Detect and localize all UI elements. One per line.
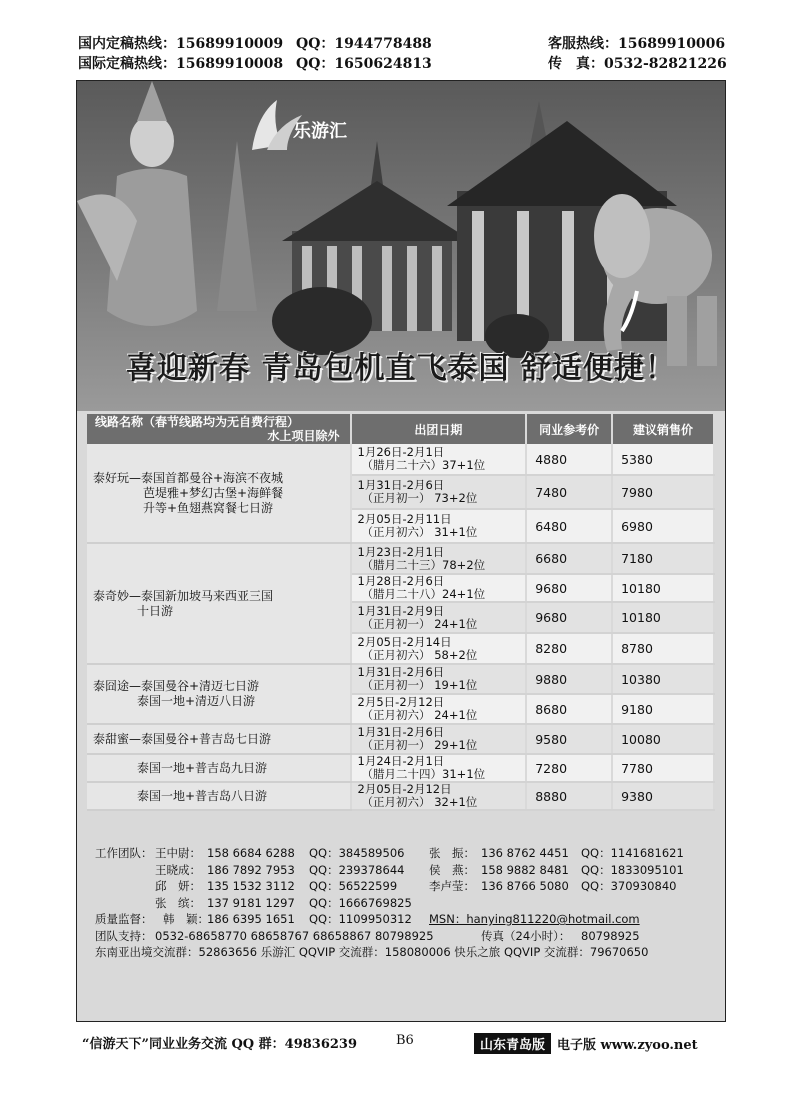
- ref-price: 4880: [526, 444, 612, 475]
- route-name: 泰奇妙—泰国新加坡马来西亚三国 十日游: [87, 543, 351, 664]
- departure-date: 1月26日-2月1日 （腊月二十六）37+1位: [351, 444, 527, 475]
- table-row: [87, 444, 714, 475]
- ref-price: 9680: [526, 574, 612, 602]
- table-row: [87, 664, 714, 694]
- departure-date: 1月31日-2月6日 （正月初一） 19+1位: [351, 664, 527, 694]
- footer-brand: [474, 1033, 698, 1054]
- edition-site[interactable]: 电子版 www.zyoo.net: [557, 1038, 698, 1053]
- sale-price: 9380: [612, 782, 714, 810]
- table-row: [87, 782, 714, 810]
- route-name: 泰好玩—泰国首都曼谷+海滨不夜城 芭堤雅+梦幻古堡+海鲜餐 升等+鱼翅燕窝餐七日游: [87, 444, 351, 543]
- group-line: 东南亚出境交流群：52863656 乐游汇 QQVIP 交流群：158080006 快乐之旅 QQVIP 交流群：79670650: [95, 945, 649, 959]
- table-row: [87, 754, 714, 782]
- sale-price: 7180: [612, 543, 714, 574]
- ref-price: 8880: [526, 782, 612, 810]
- header-date: 出团日期: [351, 414, 527, 444]
- route-price-table: [87, 414, 715, 811]
- msn-link[interactable]: MSN：hanying811220@hotmail.com: [429, 912, 640, 926]
- departure-date: 2月05日-2月11日 （正月初六） 31+1位: [351, 509, 527, 543]
- support-line: 团队支持： 0532-68658770 68658767 68658867 80798925 传真（24小时）： 80798925: [95, 928, 640, 943]
- route-name: 泰国一地+普吉岛八日游: [87, 782, 351, 810]
- service-hotline: 客服热线：15689910006: [548, 36, 726, 52]
- international-hotline: 国际定稿热线：15689910008 QQ：1650624813: [78, 56, 432, 72]
- departure-date: 2月05日-2月12日 （正月初六） 32+1位: [351, 782, 527, 810]
- header-ref-price: 同业参考价: [526, 414, 612, 444]
- ref-price: 9680: [526, 602, 612, 633]
- route-name: 泰囧途—泰国曼谷+清迈七日游 泰国一地+清迈八日游: [87, 664, 351, 724]
- sale-price: 10380: [612, 664, 714, 694]
- sale-price: 7780: [612, 754, 714, 782]
- header-route: 线路名称（春节线路均为无自费行程） 水上项目除外: [87, 414, 351, 444]
- page-number: B6: [396, 1033, 414, 1048]
- banner-image: [77, 81, 725, 411]
- sale-price: 8780: [612, 633, 714, 664]
- header-right: [548, 34, 727, 74]
- footer-qq-group: “信游天下”同业业务交流 QQ 群：49836239: [82, 1037, 358, 1052]
- departure-date: 1月23日-2月1日 （腊月二十三）78+2位: [351, 543, 527, 574]
- ref-price: 7480: [526, 475, 612, 509]
- slogan: 喜迎新春 青岛包机直飞泰国 舒适便捷！: [126, 351, 676, 386]
- edition-badge: 山东青岛版: [474, 1033, 551, 1054]
- domestic-hotline: 国内定稿热线：15689910009 QQ：1944778488: [78, 36, 432, 52]
- table-row: [87, 724, 714, 754]
- ref-price: 7280: [526, 754, 612, 782]
- ref-price: 9580: [526, 724, 612, 754]
- departure-date: 2月05日-2月14日 （正月初六） 58+2位: [351, 633, 527, 664]
- departure-date: 1月24日-2月1日 （腊月二十四）31+1位: [351, 754, 527, 782]
- team-label: 工作团队：: [95, 846, 153, 860]
- departure-date: 1月28日-2月6日 （腊月二十八）24+1位: [351, 574, 527, 602]
- ref-price: 6680: [526, 543, 612, 574]
- sale-price: 10180: [612, 574, 714, 602]
- sale-price: 10080: [612, 724, 714, 754]
- logo-text: 乐游汇: [293, 121, 347, 142]
- header-sale-price: 建议销售价: [612, 414, 714, 444]
- route-name: 泰国一地+普吉岛九日游: [87, 754, 351, 782]
- sale-price: 7980: [612, 475, 714, 509]
- departure-date: 2月5日-2月12日 （正月初六） 24+1位: [351, 694, 527, 724]
- fax-line: 传 真：0532-82821226: [548, 56, 727, 72]
- sale-price: 6980: [612, 509, 714, 543]
- contact-section: 工作团队： 王中尉： 158 6684 6288 QQ：384589506 张 振： 136 8762 4451 QQ：1141681621 王晓成： 186 7892 7953 QQ：239378644 侯 燕： 158 9882 8481 QQ：1833095101 邱 妍： 135 1532 3112 QQ：56522599 李卢莹： 136 8766 5080 QQ：370930840 张 缤： 137 9181 1297 QQ：1666769825 质量监督： 韩 颖： 186 6395 1651 QQ：1109950312 MSN：hanying811220@hotmail.com 团队支持： 0532-68658770 68658767 68658867 80798925 传真（24小时）： 80798925 东南亚出境交流群：52863656 乐游汇 QQVIP 交流群：158080006 快乐之旅 QQVIP 交流群：79670650: [95, 845, 715, 961]
- ref-price: 8280: [526, 633, 612, 664]
- ad-frame: [76, 80, 726, 1022]
- quality-line: 质量监督： 韩 颖： 186 6395 1651 QQ：1109950312 MSN：hanying811220@hotmail.com: [95, 912, 640, 926]
- sale-price: 5380: [612, 444, 714, 475]
- route-name: 泰甜蜜—泰国曼谷+普吉岛七日游: [87, 724, 351, 754]
- table-header-row: [87, 414, 714, 444]
- ref-price: 9880: [526, 664, 612, 694]
- header-left: [78, 34, 432, 74]
- departure-date: 1月31日-2月6日 （正月初一） 29+1位: [351, 724, 527, 754]
- departure-date: 1月31日-2月6日 （正月初一） 73+2位: [351, 475, 527, 509]
- sale-price: 9180: [612, 694, 714, 724]
- table-row: [87, 543, 714, 574]
- ref-price: 6480: [526, 509, 612, 543]
- sale-price: 10180: [612, 602, 714, 633]
- departure-date: 1月31日-2月9日 （正月初一） 24+1位: [351, 602, 527, 633]
- ref-price: 8680: [526, 694, 612, 724]
